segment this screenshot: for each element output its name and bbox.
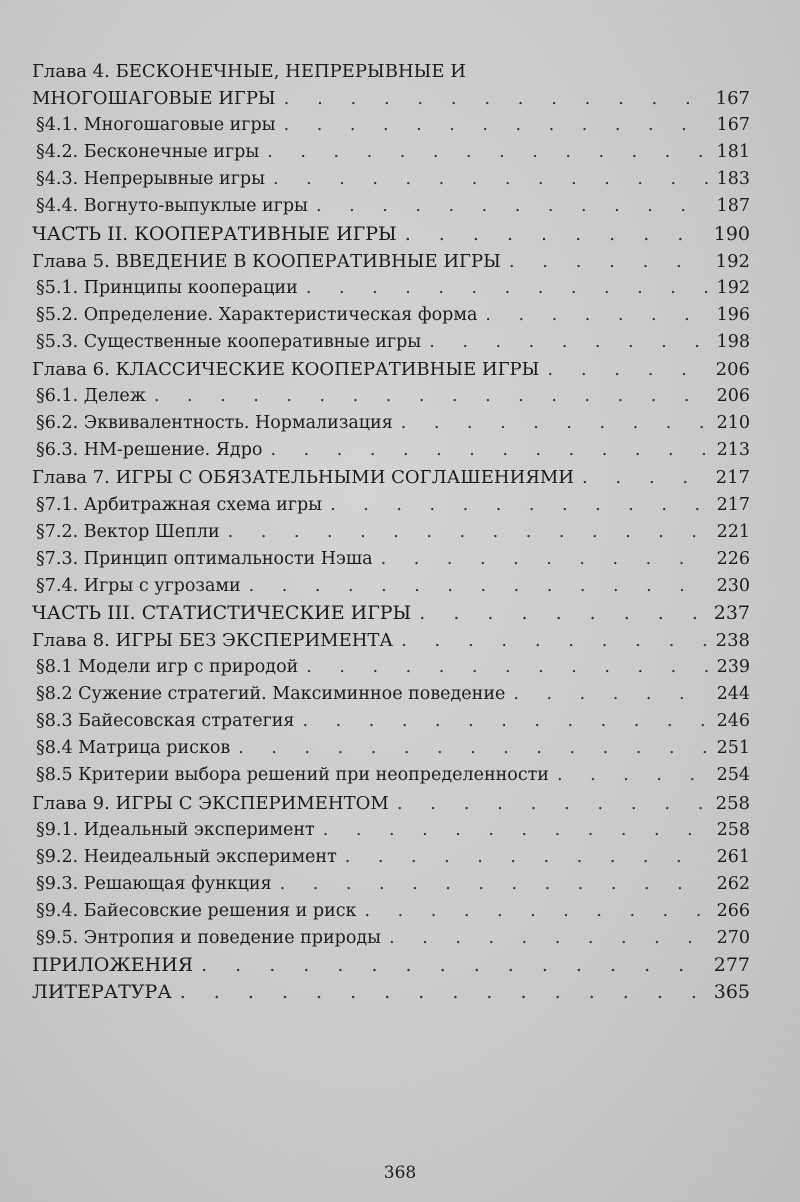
toc-entry-title: МНОГОШАГОВЫЕ ИГРЫ <box>32 88 276 110</box>
toc-entry-page: 190 <box>713 222 750 245</box>
toc-entry <box>32 139 750 166</box>
dot-leader <box>273 166 708 193</box>
toc-entry <box>32 519 750 546</box>
toc-entry-title: §7.3. Принцип оптимальности Нэша <box>36 548 373 569</box>
toc-entry-page: 237 <box>713 601 750 624</box>
toc-entry-title: §6.3. НМ-решение. Ядро <box>36 440 263 461</box>
dot-leader <box>419 600 705 627</box>
toc-entry <box>32 464 750 491</box>
toc-entry-title: §8.4 Матрица рисков <box>36 738 231 759</box>
dot-leader <box>323 817 708 844</box>
toc-entry-title: Глава 5. ВВЕДЕНИЕ В КООПЕРАТИВНЫЕ ИГРЫ <box>32 250 501 272</box>
toc-entry <box>32 898 750 925</box>
toc-entry <box>32 790 750 817</box>
dot-leader <box>228 519 708 546</box>
toc-entry-page: 181 <box>716 142 750 163</box>
toc-entry-page: 262 <box>716 873 750 894</box>
toc-entry <box>32 166 750 193</box>
toc-entry-title: §8.5 Критерии выбора решений при неопределенности <box>36 765 549 786</box>
toc-entry <box>32 600 750 627</box>
toc-entry-page: 196 <box>716 304 750 325</box>
dot-leader <box>547 356 707 383</box>
toc-entry-page: 230 <box>716 575 750 596</box>
toc-entry <box>32 708 750 735</box>
dot-leader <box>429 329 708 356</box>
toc-entry-page: 246 <box>716 711 750 732</box>
toc-entry-title: §7.4. Игры с угрозами <box>36 575 241 596</box>
toc-entry-page: 251 <box>716 738 750 759</box>
toc-entry-page: 266 <box>716 900 750 921</box>
toc-entry <box>32 654 750 681</box>
table-of-contents <box>32 58 750 1006</box>
toc-entry-title: §9.4. Байесовские решения и риск <box>36 900 357 921</box>
toc-entry <box>32 681 750 708</box>
toc-entry-title: §6.2. Эквивалентность. Нормализация <box>36 413 393 434</box>
dot-leader <box>267 139 708 166</box>
toc-entry-page: 226 <box>716 548 750 569</box>
toc-entry-title: §7.1. Арбитражная схема игры <box>36 494 323 515</box>
toc-entry <box>32 492 750 519</box>
toc-entry-title: §8.2 Сужение стратегий. Максиминное поведение <box>36 684 506 705</box>
dot-leader <box>345 844 708 871</box>
toc-entry <box>32 437 750 464</box>
toc-entry-title: §9.1. Идеальный эксперимент <box>36 819 315 840</box>
dot-leader <box>557 762 708 789</box>
toc-entry <box>32 356 750 383</box>
toc-entry-title: Глава 9. ИГРЫ С ЭКСПЕРИМЕНТОМ <box>32 792 389 814</box>
toc-entry-page: 217 <box>716 494 750 515</box>
toc-entry-title: §8.3 Байесовская стратегия <box>36 711 295 732</box>
toc-entry-page: 244 <box>716 684 750 705</box>
toc-entry-page: 198 <box>716 331 750 352</box>
dot-leader <box>306 654 708 681</box>
toc-entry-page: 192 <box>716 277 750 298</box>
toc-entry-title: §8.1 Модели игр с природой <box>36 657 299 678</box>
toc-entry-page: 167 <box>715 88 750 110</box>
dot-leader <box>330 492 708 519</box>
dot-leader <box>513 681 708 708</box>
toc-entry <box>32 193 750 220</box>
toc-entry-page: 365 <box>713 981 750 1004</box>
toc-entry-title: §4.1. Многошаговые игры <box>36 115 276 136</box>
toc-entry-page: 206 <box>716 386 750 407</box>
toc-entry <box>32 248 750 275</box>
dot-leader <box>306 275 708 302</box>
toc-entry-page: 183 <box>716 169 750 190</box>
toc-entry-page: 258 <box>716 819 750 840</box>
toc-entry-title: §4.3. Непрерывные игры <box>36 169 266 190</box>
toc-entry <box>32 383 750 410</box>
toc-entry-title: §5.3. Существенные кооперативные игры <box>36 331 422 352</box>
toc-entry-title: §9.3. Решающая функция <box>36 873 272 894</box>
page-number: 368 <box>383 1163 417 1183</box>
toc-entry-page: 239 <box>716 657 750 678</box>
toc-entry <box>32 112 750 139</box>
dot-leader <box>364 898 708 925</box>
toc-entry-title: ЧАСТЬ III. СТАТИСТИЧЕСКИЕ ИГРЫ <box>32 601 412 624</box>
toc-entry-page: 261 <box>716 846 750 867</box>
toc-entry-title: Глава 6. КЛАССИЧЕСКИЕ КООПЕРАТИВНЫЕ ИГРЫ <box>32 359 540 381</box>
toc-entry-title: §5.2. Определение. Характеристическая форма <box>36 304 478 325</box>
toc-entry-page: 217 <box>715 467 750 489</box>
toc-entry-title: Глава 4. БЕСКОНЕЧНЫЕ, НЕПРЕРЫВНЫЕ И <box>32 61 466 82</box>
toc-entry <box>32 410 750 437</box>
toc-entry-page: 277 <box>713 954 750 977</box>
toc-entry <box>32 302 750 329</box>
dot-leader <box>401 627 708 654</box>
toc-entry <box>32 817 750 844</box>
toc-entry-page: 192 <box>715 250 750 272</box>
dot-leader <box>485 302 708 329</box>
toc-entry-page: 221 <box>716 521 750 542</box>
dot-leader <box>397 790 708 817</box>
toc-entry <box>32 925 750 952</box>
toc-entry-page: 254 <box>716 765 750 786</box>
toc-entry <box>32 979 750 1006</box>
toc-entry-title: ПРИЛОЖЕНИЯ <box>32 954 194 977</box>
toc-entry-title: ЧАСТЬ II. КООПЕРАТИВНЫЕ ИГРЫ <box>32 222 397 245</box>
dot-leader <box>401 410 708 437</box>
toc-entry-title: Глава 7. ИГРЫ С ОБЯЗАТЕЛЬНЫМИ СОГЛАШЕНИЯМИ <box>32 467 574 489</box>
toc-entry <box>32 221 750 248</box>
dot-leader <box>284 85 708 112</box>
toc-entry-page: 270 <box>716 928 750 948</box>
toc-entry-title: §4.2. Бесконечные игры <box>36 142 260 163</box>
dot-leader <box>270 437 708 464</box>
toc-entry <box>32 275 750 302</box>
toc-entry <box>32 952 750 979</box>
toc-entry <box>32 844 750 871</box>
dot-leader <box>389 925 708 952</box>
dot-leader <box>582 464 708 491</box>
dot-leader <box>154 383 708 410</box>
toc-entry <box>32 573 750 600</box>
dot-leader <box>316 193 708 220</box>
toc-entry-page: 187 <box>716 196 750 217</box>
toc-entry-title: §4.4. Вогнуто-выпуклые игры <box>36 196 308 217</box>
toc-entry <box>32 762 750 789</box>
toc-entry-title: Глава 8. ИГРЫ БЕЗ ЭКСПЕРИМЕНТА <box>32 629 394 651</box>
dot-leader <box>280 871 708 898</box>
toc-chapter-heading <box>32 58 750 85</box>
toc-entry-title: §6.1. Дележ <box>36 386 146 407</box>
toc-entry-title: §5.1. Принципы кооперации <box>36 277 298 298</box>
toc-entry-page: 258 <box>715 792 750 814</box>
dot-leader <box>180 979 706 1006</box>
dot-leader <box>509 248 708 275</box>
dot-leader <box>381 546 708 573</box>
dot-leader <box>284 112 708 139</box>
dot-leader <box>201 952 706 979</box>
toc-entry-page: 213 <box>716 440 750 461</box>
toc-entry-page: 210 <box>716 413 750 434</box>
toc-entry-title: §9.2. Неидеальный эксперимент <box>36 846 337 867</box>
toc-entry-page: 238 <box>715 629 750 651</box>
toc-entry <box>32 735 750 762</box>
toc-entry <box>32 546 750 573</box>
dot-leader <box>302 708 708 735</box>
toc-entry <box>32 329 750 356</box>
dot-leader <box>238 735 708 762</box>
toc-entry-page: 206 <box>715 359 750 381</box>
toc-entry <box>32 627 750 654</box>
toc-entry <box>32 85 750 112</box>
dot-leader <box>405 221 706 248</box>
toc-entry-title: §9.5. Энтропия и поведение природы <box>36 928 382 948</box>
toc-entry-title: ЛИТЕРАТУРА <box>32 981 172 1004</box>
toc-entry <box>32 871 750 898</box>
dot-leader <box>249 573 708 600</box>
toc-entry-page: 167 <box>716 115 750 136</box>
toc-entry-title: §7.2. Вектор Шепли <box>36 521 220 542</box>
